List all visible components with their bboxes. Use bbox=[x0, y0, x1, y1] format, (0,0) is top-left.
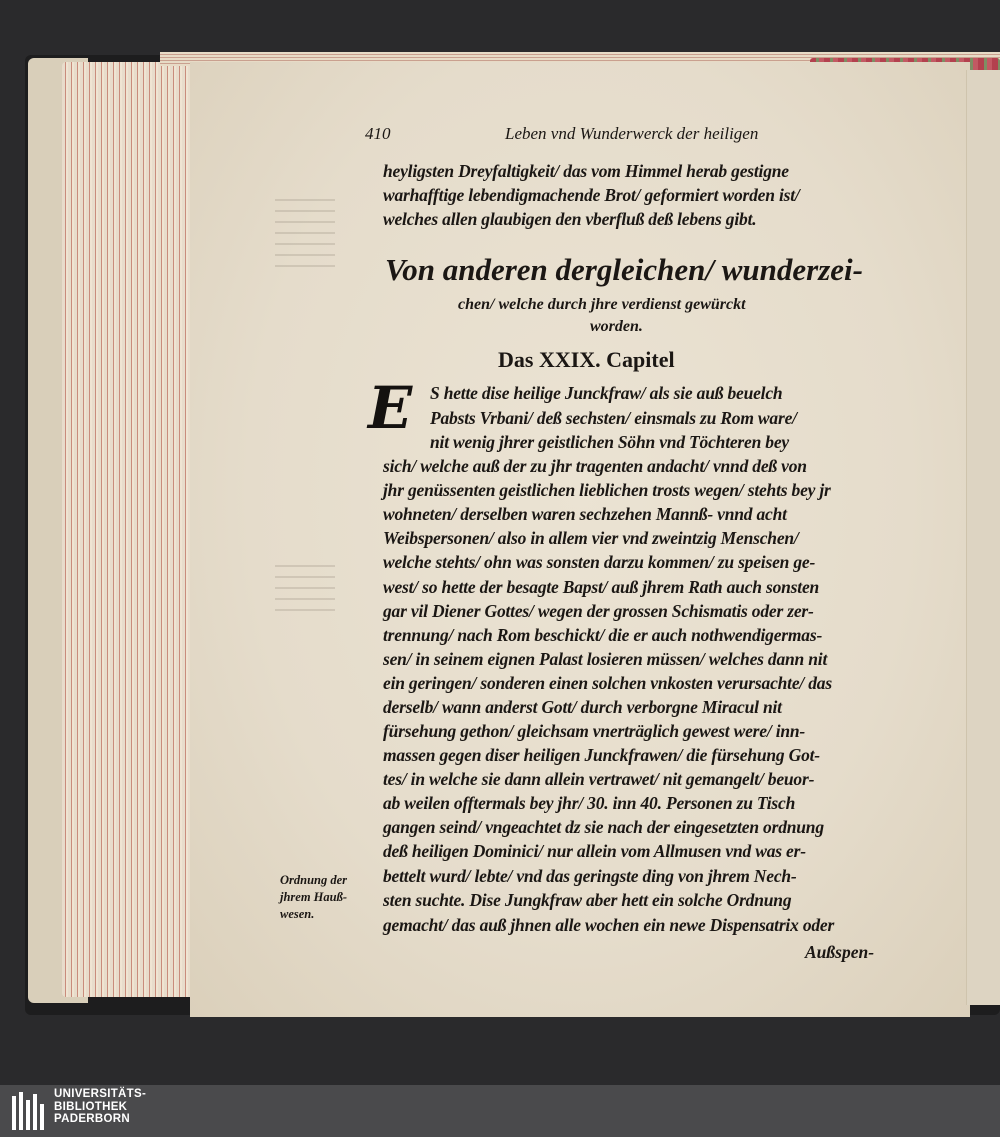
body-line: west/ so hette der besagte Bapst/ auß jhrem Rath auch sonsten bbox=[383, 577, 820, 597]
body-line: S hette dise heilige Junckfraw/ als sie auß beuelch bbox=[430, 383, 783, 403]
catchword: Außspen- bbox=[805, 942, 875, 962]
body-line: fürsehung gethon/ gleichsam vnerträglich gewest were/ inn- bbox=[383, 721, 806, 741]
body-line: sich/ welche auß der zu jhr tragenten andacht/ vnnd deß von bbox=[383, 456, 807, 476]
running-head-title: Leben vnd Wunderwerck der heiligen bbox=[505, 124, 759, 143]
margin-note-line: wesen. bbox=[280, 907, 315, 921]
body-line-top-3: welches allen glaubigen den vberfluß deß lebens gibt. bbox=[383, 209, 757, 229]
page-edges bbox=[62, 62, 190, 997]
library-logo-icon bbox=[10, 1090, 46, 1132]
library-name bbox=[54, 1088, 146, 1126]
body-line: gangen seind/ vngeachtet dz sie nach der eingesetzten ordnung bbox=[383, 817, 824, 837]
body-line: ab weilen offtermals bey jhr/ 30. inn 40. Personen zu Tisch bbox=[383, 793, 796, 813]
margin-note-line: jhrem Hauß- bbox=[280, 890, 348, 904]
body-line: bettelt wurd/ lebte/ vnd das geringste ding von jhrem Nech- bbox=[383, 866, 797, 886]
facing-page-edge bbox=[966, 70, 1000, 1005]
body-line: Pabsts Vrbani/ deß sechsten/ einsmals zu Rom ware/ bbox=[430, 408, 797, 428]
margin-note bbox=[280, 872, 347, 923]
body-line: gemacht/ das auß jhnen alle wochen ein newe Dispensatrix oder bbox=[383, 915, 835, 935]
body-line: sten suchte. Dise Jungkfraw aber hett ein solche Ordnung bbox=[383, 890, 792, 910]
body-line-top-1: heyligsten Dreyfaltigkeit/ das vom Himmel herab gestigne bbox=[383, 161, 789, 181]
page-number: 410 bbox=[365, 124, 391, 143]
drop-initial: E bbox=[368, 374, 413, 442]
section-heading: Von anderen dergleichen/ wunderzei- bbox=[385, 252, 863, 287]
body-line: deß heiligen Dominici/ nur allein vom Allmusen vnd was er- bbox=[383, 841, 806, 861]
library-name-line2: BIBLIOTHEK bbox=[54, 1100, 128, 1113]
chapter-title: Das XXIX. Capitel bbox=[498, 347, 675, 372]
show-through-1 bbox=[275, 196, 335, 276]
library-name-line1: UNIVERSITÄTS- bbox=[54, 1088, 147, 1100]
body-line: derselb/ wann anderst Gott/ durch verborgne Miracul nit bbox=[383, 697, 782, 717]
body-line: wohneten/ derselben waren sechzehen Mannß- vnnd acht bbox=[383, 504, 787, 524]
body-line: ein geringen/ sonderen einen solchen vnkosten verursachte/ das bbox=[383, 673, 832, 693]
body-line: jhr genüssenten geistlichen lieblichen trosts wegen/ stehts bey jr bbox=[383, 480, 831, 500]
body-line: tes/ in welche sie dann allein vertrawet/ nit gemangelt/ beuor- bbox=[383, 769, 815, 789]
body-line-top-2: warhafftige lebendigmachende Brot/ geformiert worden ist/ bbox=[383, 185, 800, 205]
footer-bar bbox=[0, 1085, 1000, 1137]
body-line: welche stehts/ ohn was sonsten darzu kommen/ zu speisen ge- bbox=[383, 552, 816, 572]
body-line: Weibspersonen/ also in allem vier vnd zweintzig Menschen/ bbox=[383, 528, 799, 548]
body-line: massen gegen diser heiligen Junckfrawen/ die fürsehung Got- bbox=[383, 745, 820, 765]
body-line: gar vil Diener Gottes/ wegen der grossen Schismatis oder zer- bbox=[383, 601, 814, 621]
body-line: trennung/ nach Rom beschickt/ die er auch nothwendigermas- bbox=[383, 625, 823, 645]
margin-note-line: Ordnung der bbox=[280, 873, 348, 887]
body-line: sen/ in seinem eignen Palast losieren müssen/ welches dann nit bbox=[383, 649, 828, 669]
section-heading-line2: chen/ welche durch jhre verdienst gewürckt bbox=[458, 296, 746, 313]
show-through-2 bbox=[275, 556, 335, 620]
body-line: nit wenig jhrer geistlichen Söhn vnd Töchteren bey bbox=[430, 432, 789, 452]
library-name-line3: PADERBORN bbox=[54, 1113, 130, 1125]
section-heading-line3: worden. bbox=[590, 318, 643, 335]
